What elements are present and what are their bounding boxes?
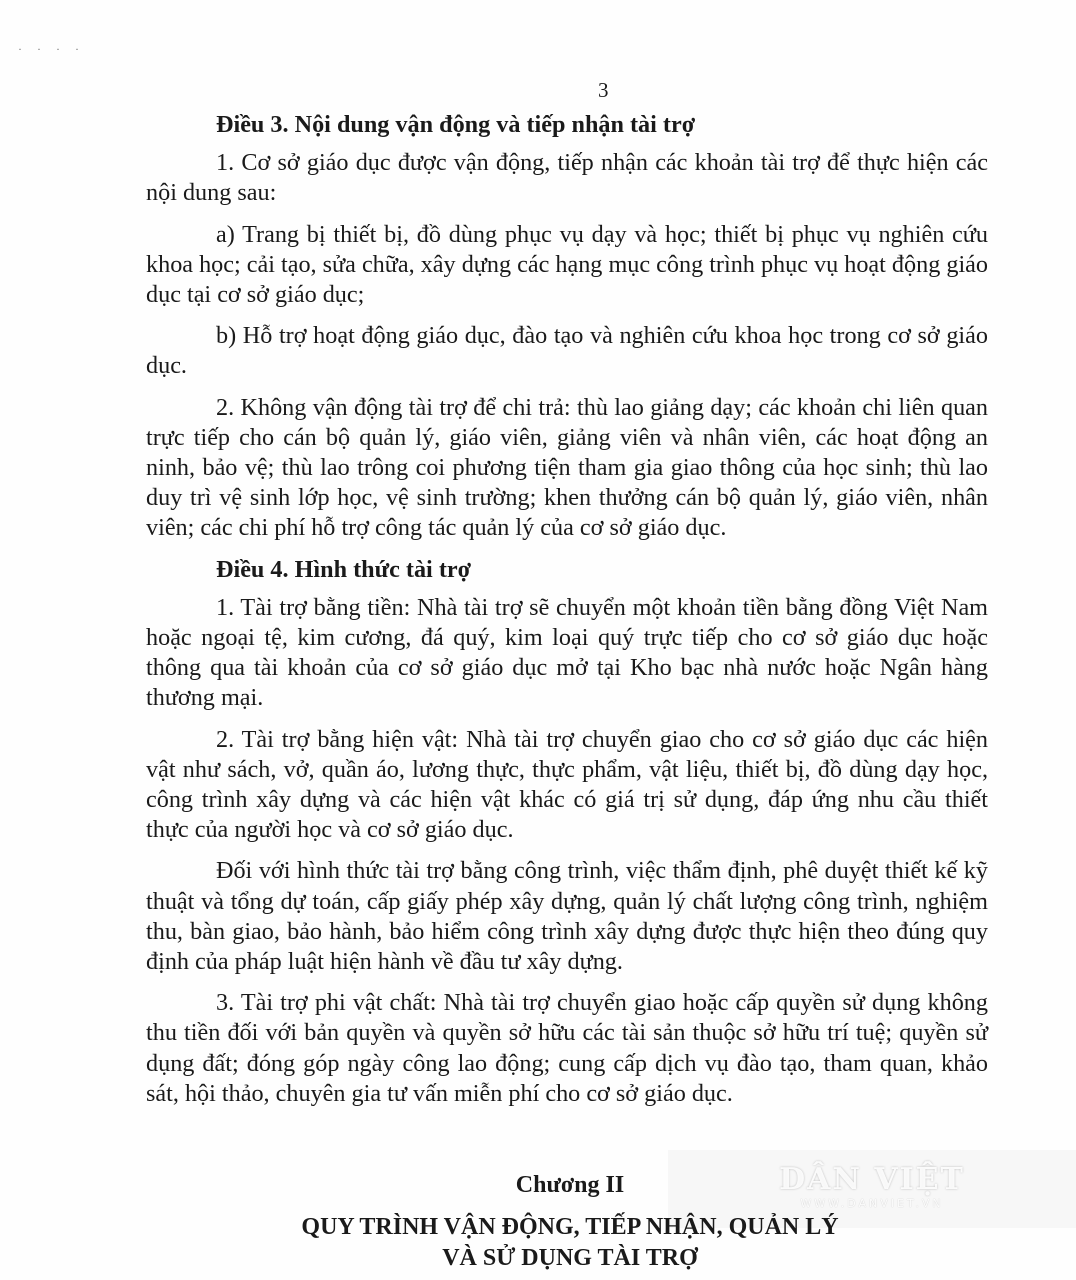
chapter-title: [0, 1212, 1076, 1274]
page-number: 3: [598, 78, 609, 102]
article-3-heading: Điều 3. Nội dung vận động và tiếp nhận tài trợ: [216, 111, 696, 138]
article-3-paragraph-a: a) Trang bị thiết bị, đồ dùng phục vụ dạy và học; thiết bị phục vụ nghiên cứu khoa học; cải tạo, sửa chữa, xây dựng các hạng mục công trình phục vụ hoạt động giáo dục tại cơ sở giáo dục;: [146, 220, 988, 309]
watermark-brand: DÂN VIỆT: [779, 1162, 965, 1197]
article-3-paragraph-2: 2. Không vận động tài trợ để chi trả: thù lao giảng dạy; các khoản chi liên quan trực tiếp cho cán bộ quản lý, giáo viên, giảng viên và nhân viên, các hoạt động an ninh, bảo vệ; thù lao trông coi phương tiện tham gia giao thông của học sinh; thù lao duy trì vệ sinh lớp học, vệ sinh trường; khen thưởng cán bộ quản lý, giáo viên, nhân viên; các chi phí hỗ trợ công tác quản lý của cơ sở giáo dục.: [146, 393, 988, 542]
watermark-url: WWW.DANVIET.VN: [800, 1197, 944, 1210]
article-4-paragraph-3: 3. Tài trợ phi vật chất: Nhà tài trợ chuyển giao hoặc cấp quyền sử dụng không thu tiền đối với bản quyền và quyền sở hữu các tài sản thuộc sở hữu trí tuệ; quyền sử dụng đất; đóng góp ngày công lao động; cung cấp dịch vụ đào tạo, tham quan, khảo sát, hội thảo, chuyên gia tư vấn miễn phí cho cơ sở giáo dục.: [146, 989, 988, 1107]
article-3-paragraph-1: 1. Cơ sở giáo dục được vận động, tiếp nhận các khoản tài trợ để thực hiện các nội dung sau:: [146, 149, 988, 207]
chapter-title-line-2: VÀ SỬ DỤNG TÀI TRỢ: [442, 1245, 698, 1271]
document-body: [146, 104, 988, 1120]
chapter-label: Chương II: [515, 1172, 625, 1198]
article-3-paragraph-b: b) Hỗ trợ hoạt động giáo dục, đào tạo và nghiên cứu khoa học trong cơ sở giáo dục.: [146, 322, 988, 380]
article-4-paragraph-1: 1. Tài trợ bằng tiền: Nhà tài trợ sẽ chuyển một khoản tiền bằng đồng Việt Nam hoặc ngoại tệ, kim cương, đá quý, kim loại quý trực tiếp cho cơ sở giáo dục hoặc thông qua tài khoản của cơ sở giáo dục mở tại Kho bạc nhà nước hoặc Ngân hàng thương mại.: [146, 593, 988, 712]
chapter-title-line-1: QUY TRÌNH VẬN ĐỘNG, TIẾP NHẬN, QUẢN LÝ: [301, 1214, 839, 1240]
article-4-paragraph-construction: Đối với hình thức tài trợ bằng công trình, việc thẩm định, phê duyệt thiết kế kỹ thuật và tổng dự toán, cấp giấy phép xây dựng, quản lý chất lượng công trình, nghiệm thu, bàn giao, bảo hành, bảo hiểm công trình xây dựng được thực hiện theo đúng quy định của pháp luật hiện hành về đầu tư xây dựng.: [146, 857, 988, 976]
article-4-heading: Điều 4. Hình thức tài trợ: [216, 555, 471, 583]
article-4-paragraph-2: 2. Tài trợ bằng hiện vật: Nhà tài trợ chuyển giao cho cơ sở giáo dục các hiện vật như sách, vở, quần áo, lương thực, thực phẩm, vật liệu, thiết bị, đồ dùng dạy học, công trình xây dựng và các hiện vật khác có giá trị sử dụng, đáp ứng nhu cầu thiết thực của người học và cơ sở giáo dục.: [146, 725, 988, 844]
scan-marks: · · · ·: [18, 42, 85, 56]
